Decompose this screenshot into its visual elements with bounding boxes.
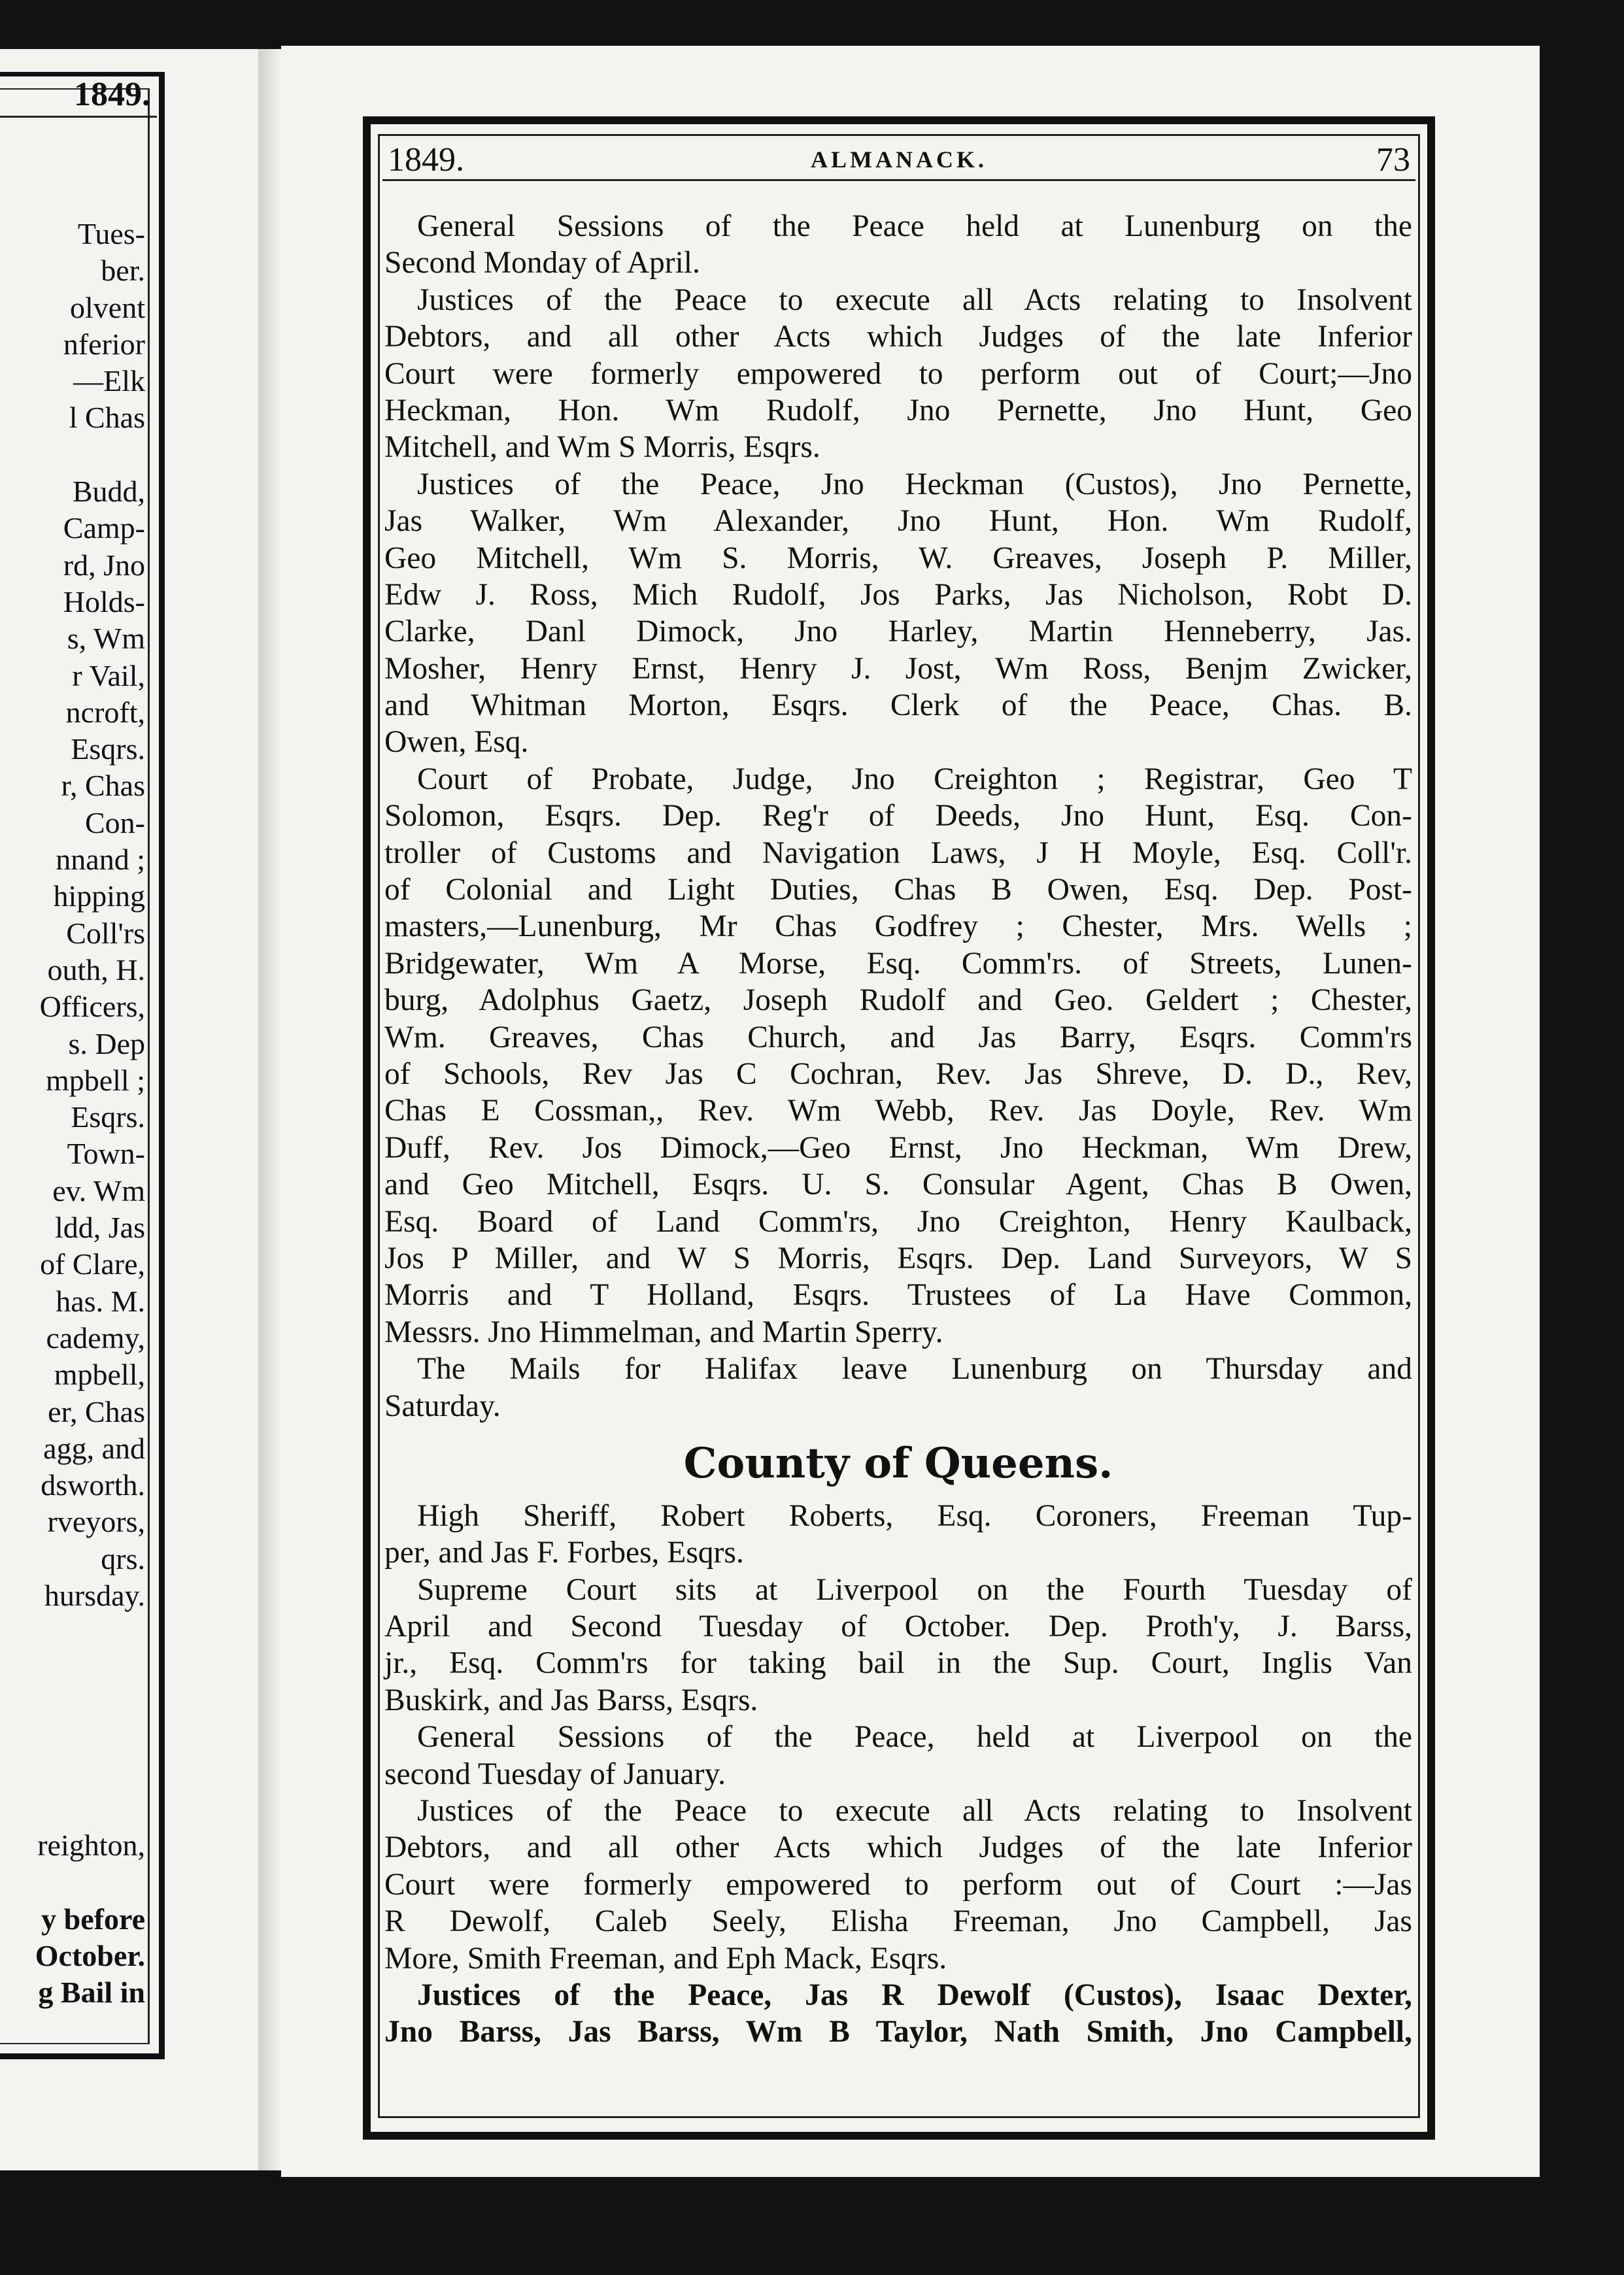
queens-insolvent-justices: [384, 1793, 1412, 1977]
page-body: [384, 208, 1412, 2051]
facing-text-line: mpbell,: [54, 1358, 145, 1392]
text-line: Justices of the Peace, Jno Heckman (Custos), Jno Pernette,: [417, 467, 1412, 501]
text-line: and Geo Mitchell, Esqrs. U. S. Consular Agent, Chas B Owen,: [384, 1168, 1412, 1202]
text-line: and Whitman Morton, Esqrs. Clerk of the Peace, Chas. B.: [384, 688, 1412, 723]
text-line: General Sessions of the Peace held at Lunenburg on the: [417, 209, 1412, 243]
text-line: Esq. Board of Land Comm'rs, Jno Creighton, Henry Kaulback,: [384, 1204, 1412, 1239]
text-line: burg, Adolphus Gaetz, Joseph Rudolf and Geo. Geldert ; Chester,: [384, 983, 1412, 1018]
facing-text-line: outh, H.: [47, 952, 145, 986]
facing-text-line: [0, 1864, 145, 1900]
text-line: The Mails for Halifax leave Lunenburg on Thursday and: [417, 1352, 1412, 1387]
text-line: Justices of the Peace, Jas R Dewolf (Custos), Isaac Dexter,: [417, 1978, 1412, 2012]
text-line: Second Monday of April.: [384, 246, 700, 280]
lunenburg-mails: [384, 1351, 1412, 1424]
facing-text-line: agg, and: [43, 1431, 145, 1465]
facing-page-text-lower: [0, 1827, 145, 2011]
facing-text-line: [0, 437, 145, 473]
facing-text-line: qrs.: [101, 1542, 145, 1576]
text-line: Messrs. Jno Himmelman, and Martin Sperry.: [384, 1315, 943, 1349]
lunenburg-probate-and-officers: [384, 761, 1412, 1351]
text-line: Clarke, Danl Dimock, Jno Harley, Martin Henneberry, Jas.: [384, 615, 1412, 649]
text-line: of Schools, Rev Jas C Cochran, Rev. Jas Shreve, D. D., Rev,: [384, 1056, 1412, 1091]
county-heading: County of Queens.: [683, 1438, 1113, 1488]
header-title: ALMANACK.: [811, 146, 987, 173]
lunenburg-justices: [384, 466, 1412, 761]
text-line: second Tuesday of January.: [384, 1757, 726, 1791]
header-year: 1849.: [388, 141, 464, 178]
queens-sheriff: [384, 1498, 1412, 1572]
lunenburg-insolvent-justices: [384, 282, 1412, 466]
facing-text-line: s. Dep: [68, 1026, 145, 1060]
facing-text-line: Tues-: [77, 217, 145, 250]
text-line: R Dewolf, Caleb Seely, Elisha Freeman, Jno Campbell, Jas: [384, 1904, 1412, 1939]
text-line: Debtors, and all other Acts which Judges of the late Inferior: [384, 1830, 1412, 1865]
queens-supreme-court: [384, 1572, 1412, 1719]
queens-justices: [384, 1977, 1412, 2051]
text-line: Court were formerly empowered to perform out of Court;—Jno: [384, 356, 1412, 391]
text-line: masters,—Lunenburg, Mr Chas Godfrey ; Chester, Mrs. Wells ;: [384, 909, 1412, 944]
text-line: Justices of the Peace to execute all Acts relating to Insolvent: [417, 1794, 1412, 1828]
page-number: 73: [1376, 141, 1410, 178]
text-line: Edw J. Ross, Mich Rudolf, Jos Parks, Jas Nicholson, Robt D.: [384, 577, 1412, 612]
text-line: Jno Barss, Jas Barss, Wm B Taylor, Nath Smith, Jno Campbell,: [384, 2015, 1412, 2049]
text-line: Morris and T Holland, Esqrs. Trustees of La Have Common,: [384, 1278, 1412, 1313]
facing-text-line: Con-: [85, 805, 145, 839]
text-line: Buskirk, and Jas Barss, Esqrs.: [384, 1683, 758, 1717]
facing-text-line: r Vail,: [72, 658, 145, 692]
text-line: Court of Probate, Judge, Jno Creighton ; Registrar, Geo T: [417, 762, 1412, 796]
facing-text-line: Budd,: [72, 475, 145, 509]
facing-text-line: ber.: [101, 254, 145, 288]
text-line: Supreme Court sits at Liverpool on the Fourth Tuesday of: [417, 1572, 1412, 1607]
facing-text-line: rveyors,: [47, 1505, 145, 1539]
facing-text-line: r, Chas: [61, 769, 145, 803]
facing-text-line: has. M.: [56, 1284, 145, 1318]
facing-text-line: Camp-: [63, 511, 145, 545]
facing-text-line: l Chas: [69, 401, 145, 435]
text-line: Mitchell, and Wm S Morris, Esqrs.: [384, 430, 820, 465]
text-line: General Sessions of the Peace, held at Liverpool on the: [417, 1720, 1412, 1755]
facing-text-line: —Elk: [73, 364, 145, 398]
book-gutter: [258, 49, 281, 2170]
text-line: April and Second Tuesday of October. Dep. Proth'y, J. Barss,: [384, 1609, 1412, 1644]
text-line: Debtors, and all other Acts which Judges of the late Inferior: [384, 320, 1412, 354]
text-line: troller of Customs and Navigation Laws, J H Moyle, Esq. Coll'r.: [384, 835, 1412, 870]
facing-text-line: Holds-: [63, 584, 145, 618]
text-line: Owen, Esq.: [384, 725, 529, 760]
facing-text-line: hipping: [53, 879, 145, 913]
text-line: More, Smith Freeman, and Eph Mack, Esqrs.: [384, 1941, 947, 1976]
text-line: per, and Jas F. Forbes, Esqrs.: [384, 1536, 744, 1570]
facing-page-year: 1849.: [0, 72, 157, 118]
facing-text-line: October.: [35, 1938, 145, 1972]
facing-text-line: ev. Wm: [52, 1173, 145, 1207]
text-line: Jos P Miller, and W S Morris, Esqrs. Dep. Land Surveyors, W S: [384, 1241, 1412, 1275]
text-line: High Sheriff, Robert Roberts, Esq. Coroners, Freeman Tup-: [417, 1498, 1412, 1533]
facing-text-line: ncroft,: [65, 695, 145, 729]
text-line: Mosher, Henry Ernst, Henry J. Jost, Wm Ross, Benjm Zwicker,: [384, 651, 1412, 686]
text-line: Bridgewater, Wm A Morse, Esq. Comm'rs. of Streets, Lunen-: [384, 946, 1412, 981]
facing-text-line: Coll'rs: [66, 916, 145, 950]
facing-text-line: Officers,: [39, 990, 145, 1024]
facing-text-line: nnand ;: [56, 843, 145, 877]
text-line: Wm. Greaves, Chas Church, and Jas Barry, Esqrs. Comm'rs: [384, 1020, 1412, 1054]
running-header: [382, 139, 1415, 181]
text-line: Geo Mitchell, Wm S. Morris, W. Greaves, Joseph P. Miller,: [384, 541, 1412, 575]
text-line: Chas E Cossman,, Rev. Wm Webb, Rev. Jas Doyle, Rev. Wm: [384, 1094, 1412, 1128]
facing-text-line: dsworth.: [41, 1468, 145, 1502]
lunenburg-sessions: [384, 208, 1412, 282]
facing-text-line: olvent: [70, 290, 145, 324]
text-line: Solomon, Esqrs. Dep. Reg'r of Deeds, Jno Hunt, Esq. Con-: [384, 799, 1412, 834]
text-line: Court were formerly empowered to perform out of Court :—Jas: [384, 1867, 1412, 1902]
text-line: Justices of the Peace to execute all Acts relating to Insolvent: [417, 282, 1412, 317]
facing-text-line: ldd, Jas: [55, 1211, 145, 1245]
facing-text-line: y before: [41, 1902, 145, 1936]
text-line: of Colonial and Light Duties, Chas B Owen, Esq. Dep. Post-: [384, 873, 1412, 907]
facing-text-line: Esqrs.: [71, 732, 145, 766]
text-line: Heckman, Hon. Wm Rudolf, Jno Pernette, Jno Hunt, Geo: [384, 393, 1412, 428]
facing-text-line: Esqrs.: [71, 1100, 145, 1134]
text-line: jr., Esq. Comm'rs for taking bail in the Sup. Court, Inglis Van: [384, 1646, 1412, 1681]
text-line: Duff, Rev. Jos Dimock,—Geo Ernst, Jno Heckman, Wm Drew,: [384, 1130, 1412, 1165]
facing-text-line: nferior: [63, 327, 145, 361]
facing-text-line: rd, Jno: [63, 548, 145, 582]
facing-text-line: of Clare,: [40, 1247, 145, 1281]
facing-text-line: reighton,: [37, 1828, 145, 1862]
facing-text-line: cademy,: [46, 1321, 145, 1355]
facing-text-line: s, Wm: [67, 622, 145, 656]
text-line: Saturday.: [384, 1389, 501, 1423]
queens-sessions: [384, 1719, 1412, 1793]
facing-text-line: mpbell ;: [45, 1063, 145, 1097]
text-line: Jas Walker, Wm Alexander, Jno Hunt, Hon. Wm Rudolf,: [384, 504, 1412, 539]
facing-text-line: g Bail in: [38, 1976, 145, 2010]
facing-page-text: [0, 216, 145, 1614]
facing-text-line: Town-: [67, 1137, 145, 1171]
facing-text-line: hursday.: [44, 1578, 145, 1612]
facing-text-line: er, Chas: [48, 1394, 145, 1428]
